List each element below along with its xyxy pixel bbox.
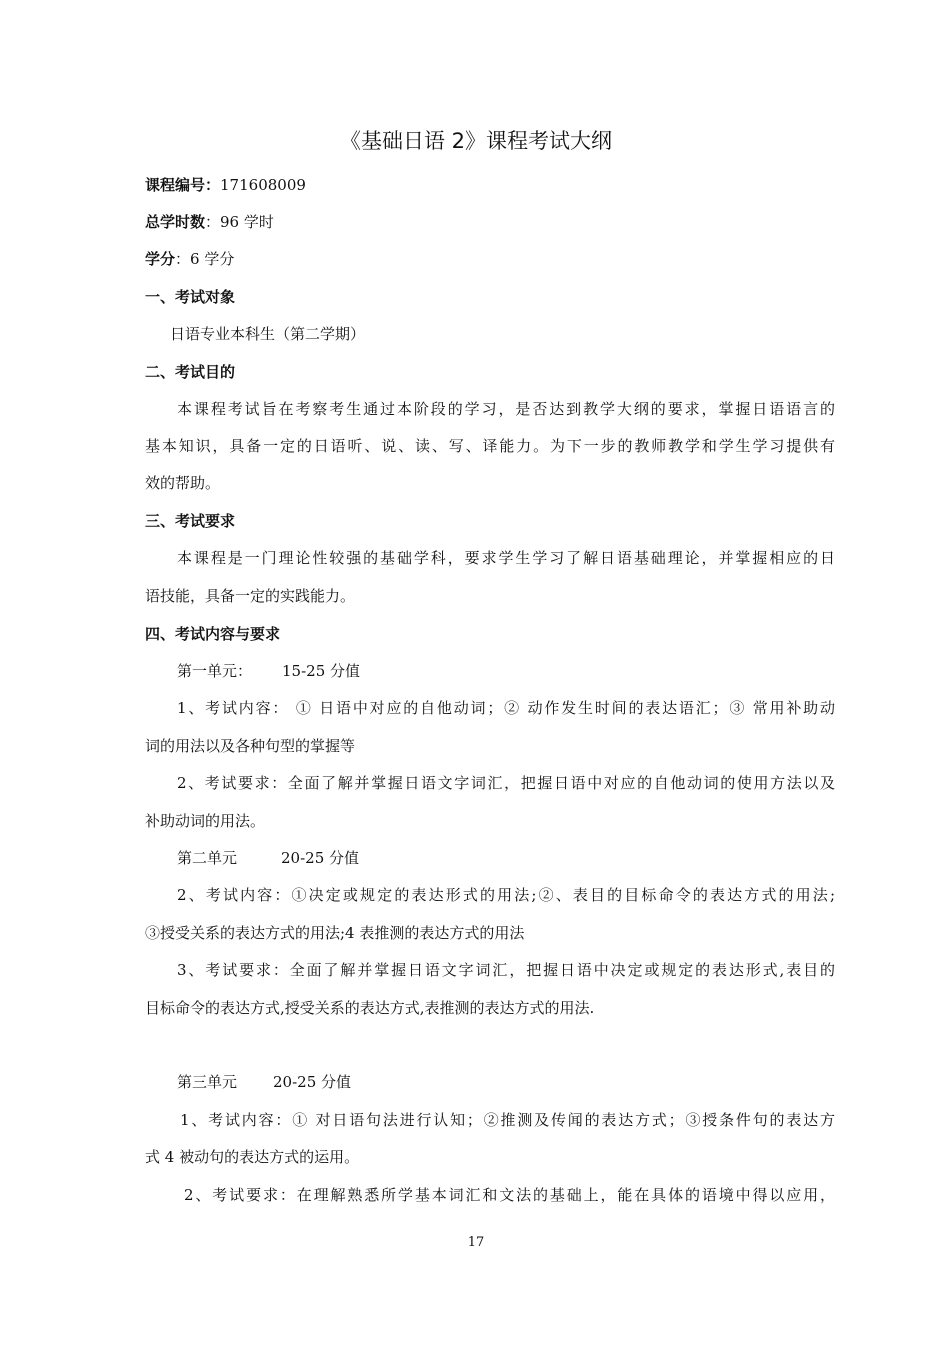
unit-3-score: 20-25 分值: [273, 1073, 352, 1091]
unit-1-req-line-1: 2、考试要求：全面了解并掌握日语文字词汇，把握日语中对应的自他动词的使用方法以及: [177, 774, 835, 792]
section-3-heading: 三、考试要求: [145, 512, 236, 530]
unit-1-header: [177, 661, 835, 681]
unit-3-header: [177, 1072, 835, 1092]
unit-1-content-line-2: 词的用法以及各种句型的掌握等: [145, 737, 356, 755]
section-2-heading: 二、考试目的: [145, 363, 236, 381]
unit-3-content-line-1: 1、考试内容：① 对日语句法进行认知；②推测及传闻的表达方式；③授条件句的表达方: [180, 1111, 835, 1129]
unit-3-label: 第三单元: [177, 1073, 238, 1091]
unit-1-score: 15-25 分值: [282, 662, 361, 680]
page-number: 17: [467, 1235, 485, 1250]
unit-2-header: [177, 848, 835, 868]
course-code-label: 课程编号：: [145, 176, 221, 194]
section-1-heading: 一、考试对象: [145, 288, 236, 306]
course-code-value: 171608009: [220, 176, 306, 194]
credits-line: [145, 249, 835, 269]
unit-2-label: 第二单元: [177, 849, 238, 867]
unit-2-req-line-2: 目标命令的表达方式,授受关系的表达方式,表推测的表达方式的用法.: [145, 999, 595, 1017]
unit-3-content-line-2: 式 4 被动句的表达方式的运用。: [145, 1148, 360, 1166]
unit-1-content-line-1: 1、考试内容： ① 日语中对应的自他动词；② 动作发生时间的表达语汇；③ 常用补助动: [177, 699, 835, 717]
unit-2-content-line-2: ③授受关系的表达方式的用法;4 表推测的表达方式的用法: [145, 924, 525, 942]
unit-3-req-line-1: 2、考试要求：在理解熟悉所学基本词汇和文法的基础上，能在具体的语境中得以应用，: [184, 1186, 835, 1204]
section-2-line-2: 基本知识，具备一定的日语听、说、读、写、译能力。为下一步的教师教学和学生学习提供有: [145, 437, 835, 455]
unit-2-req-line-1: 3、考试要求：全面了解并掌握日语文字词汇，把握日语中决定或规定的表达形式,表目的: [177, 961, 835, 979]
unit-1-label: 第一单元：: [177, 662, 253, 680]
section-2-line-3: 效的帮助。: [145, 474, 221, 492]
course-code-line: [145, 175, 835, 195]
hours-label: 总学时数: [145, 213, 206, 231]
unit-2-content-line-1: 2、考试内容：①决定或规定的表达形式的用法;②、表目的目标命令的表达方式的用法;: [177, 886, 835, 904]
unit-1-req-line-2: 补助动词的用法。: [145, 812, 266, 830]
hours-line: [145, 212, 835, 232]
page-title: 《基础日语 2》课程考试大纲: [339, 129, 613, 153]
credits-label: 学分: [145, 250, 176, 268]
section-2-line-1: 本课程考试旨在考察考生通过本阶段的学习，是否达到教学大纲的要求，掌握日语语言的: [177, 400, 835, 418]
section-4-heading: 四、考试内容与要求: [145, 625, 281, 643]
unit-2-score: 20-25 分值: [281, 849, 360, 867]
credits-value: ：6 学分: [175, 250, 235, 268]
section-3-line-2: 语技能，具备一定的实践能力。: [145, 587, 356, 605]
section-1-text: 日语专业本科生（第二学期）: [170, 325, 366, 343]
hours-value: ：96 学时: [205, 213, 274, 231]
section-3-line-1: 本课程是一门理论性较强的基础学科，要求学生学习了解日语基础理论，并掌握相应的日: [177, 549, 835, 567]
